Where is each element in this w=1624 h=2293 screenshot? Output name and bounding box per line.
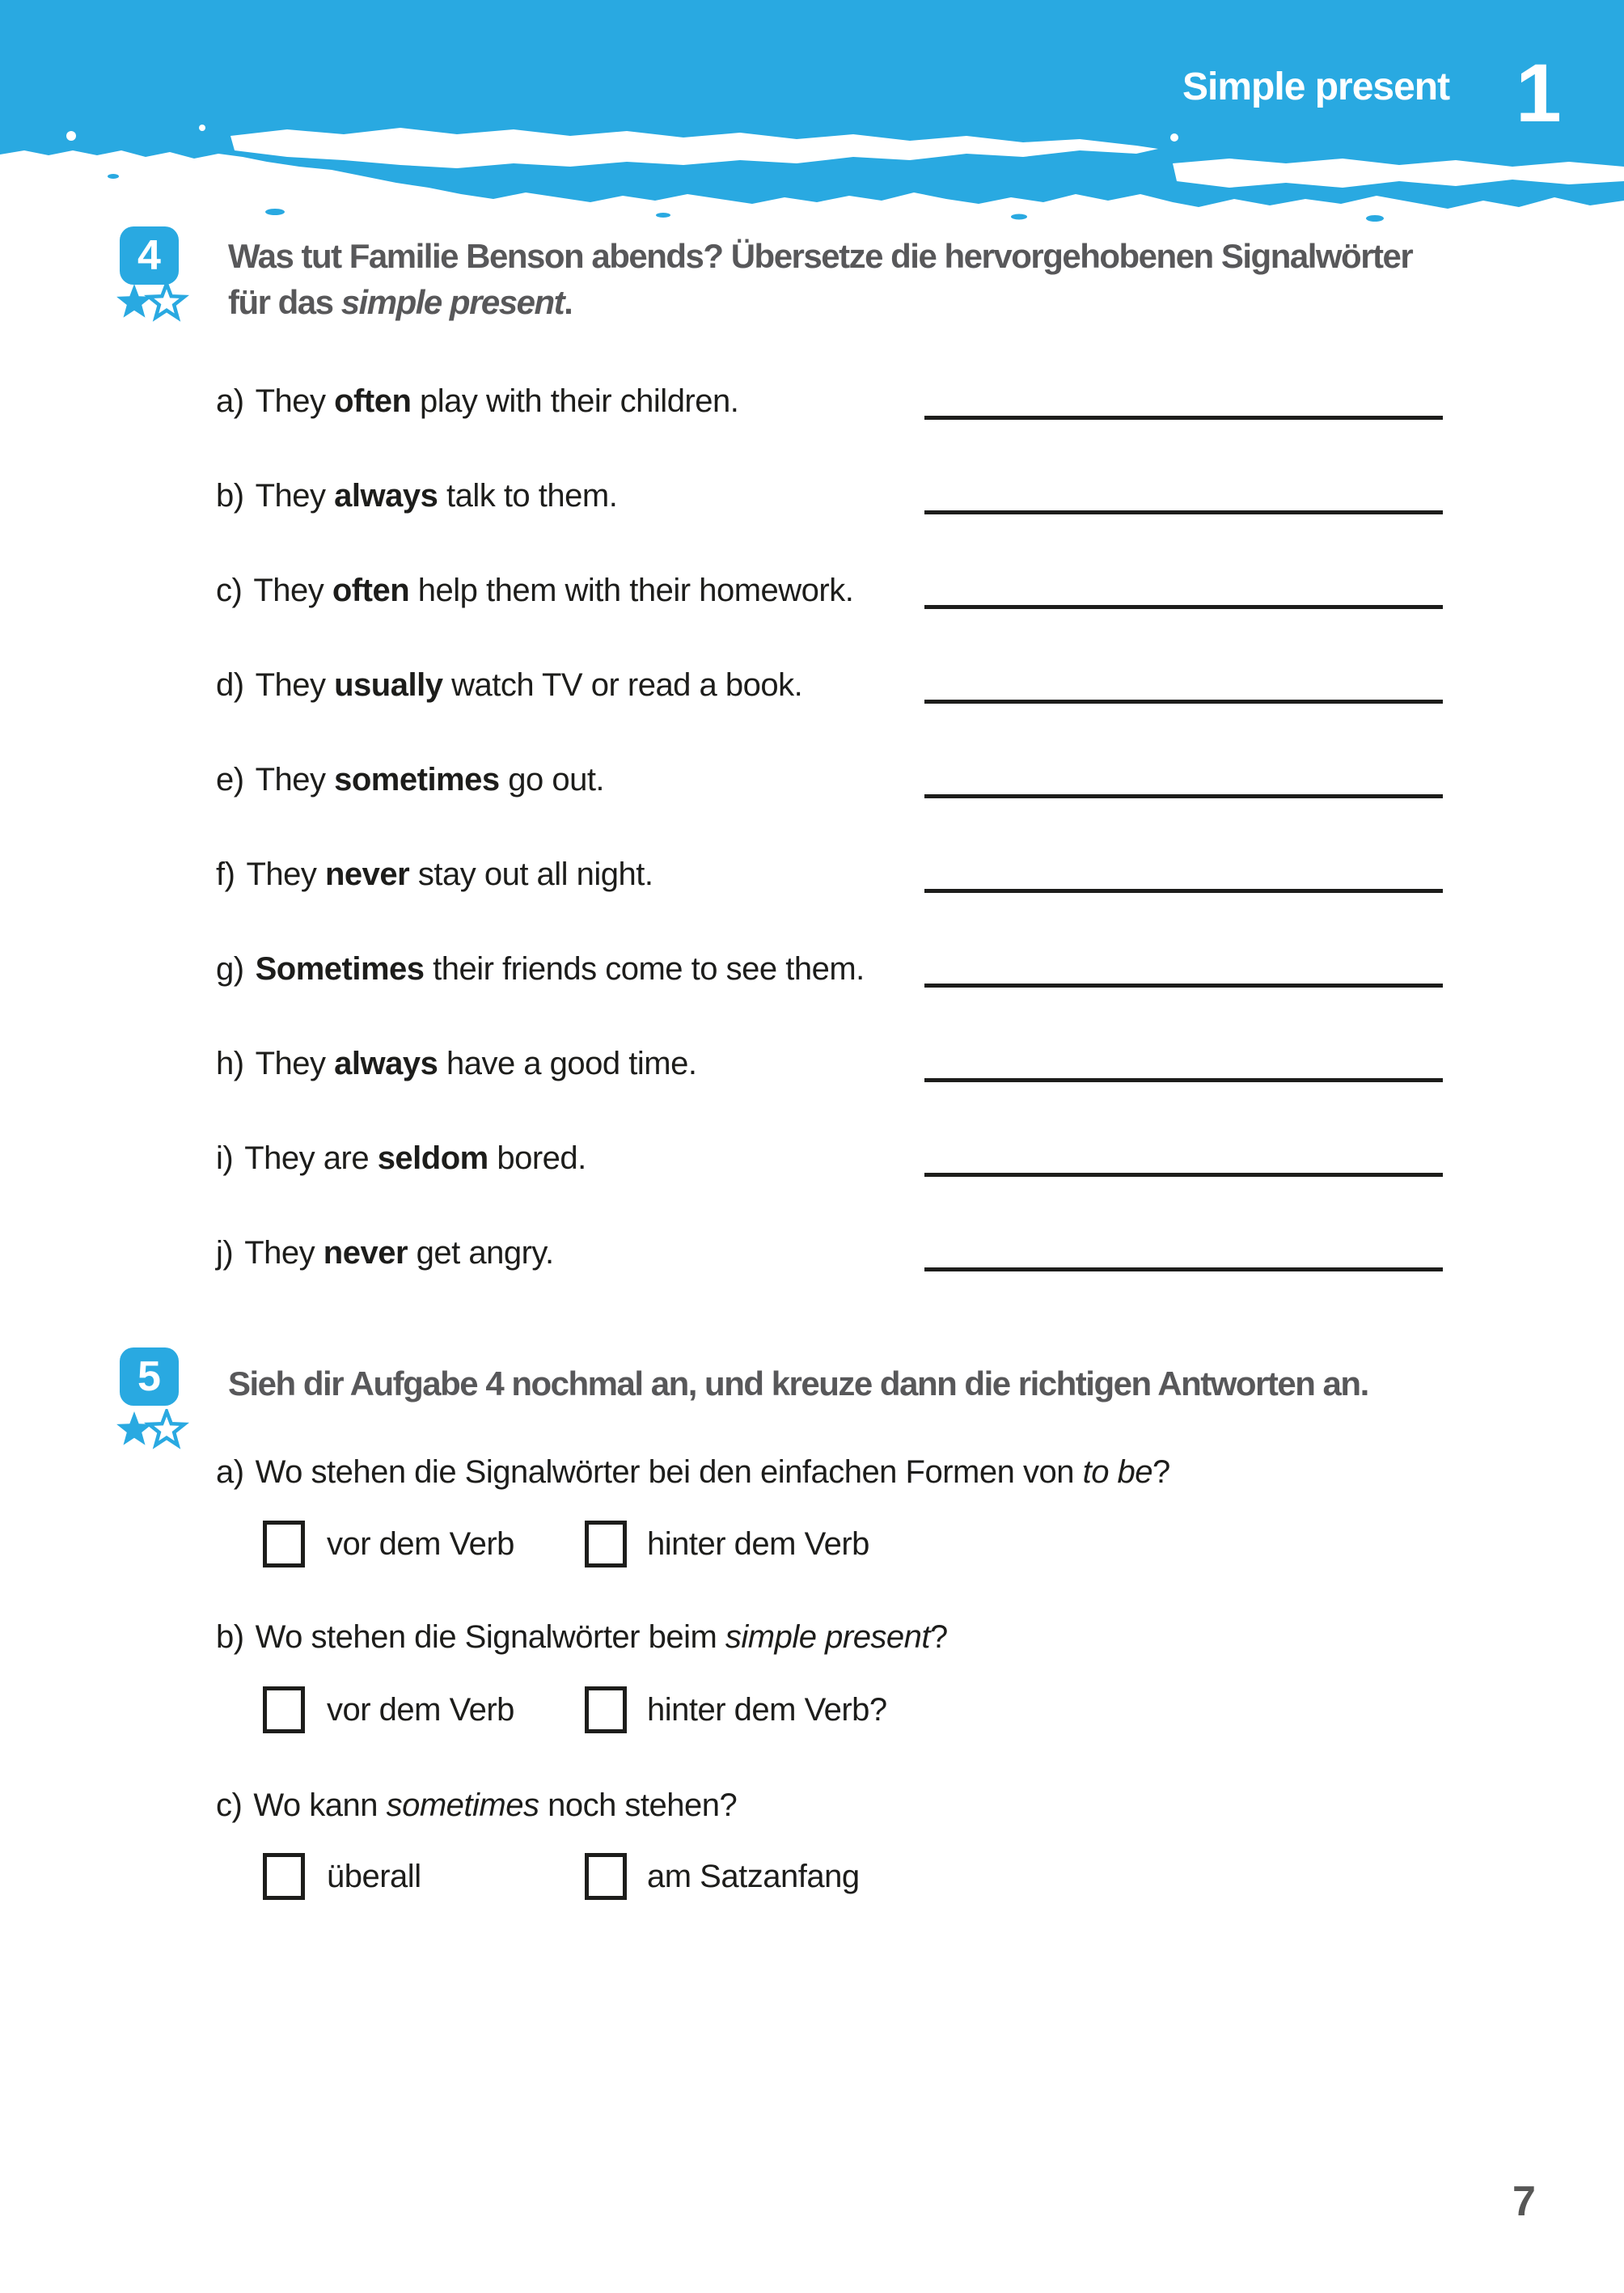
item-text-pre: They [255,667,335,703]
brush-band [0,0,1624,226]
task-item [216,857,653,893]
checkbox-5c-option-1[interactable] [263,1853,305,1900]
item-letter: d) [216,667,244,703]
item-signal-word: always [334,1046,438,1081]
option-label: vor dem Verb [327,1692,514,1728]
item-text-pre: They are [244,1140,378,1176]
item-letter: c) [216,573,243,608]
item-text-post: talk to them. [438,478,618,514]
checkbox-5b-option-1[interactable] [263,1686,305,1733]
checkbox-5a-option-2[interactable] [585,1521,627,1567]
question-italic: to be [1082,1454,1153,1490]
task-item [216,573,853,609]
answer-line[interactable] [924,794,1443,798]
exercise-4-badge: 4 [120,226,179,285]
option-label: am Satzanfang [647,1859,860,1894]
options-5a [263,1521,1233,1569]
star-outline-icon [149,284,184,318]
answer-line[interactable] [924,510,1443,514]
item-signal-word: often [334,383,412,419]
item-text-pre: They [255,762,335,797]
page-number: 7 [1512,2178,1536,2225]
option-label: hinter dem Verb? [647,1692,887,1728]
task-item [216,478,617,514]
chapter-number: 1 [1516,47,1562,139]
option-label: überall [327,1859,421,1894]
answer-line[interactable] [924,889,1443,893]
difficulty-stars-exercise-5 [115,1409,189,1449]
item-text-post: play with their children. [411,383,739,419]
difficulty-stars-exercise-4 [115,281,189,322]
exercise-4-title-line2: für das simple present. [228,283,573,321]
item-text-post: stay out all night. [409,857,653,892]
question-5a [216,1454,1170,1491]
item-signal-word: always [334,478,438,514]
item-letter: f) [216,857,235,892]
item-text-post: their friends come to see them. [424,951,865,987]
item-signal-word: never [323,1235,408,1271]
item-text-post: have a good time. [438,1046,697,1081]
item-signal-word: seldom [377,1140,488,1176]
item-text-pre: They [255,478,335,514]
star-filled-icon [116,284,152,318]
question-text: Wo kann [253,1787,387,1823]
item-text-pre: They [246,857,325,892]
option-label: vor dem Verb [327,1526,514,1562]
question-5b [216,1619,948,1656]
item-letter: h) [216,1046,244,1081]
answer-line[interactable] [924,1267,1443,1271]
question-italic: sometimes [386,1787,539,1823]
answer-line[interactable] [924,1078,1443,1082]
item-signal-word: Sometimes [255,951,425,987]
task-item [216,1046,696,1082]
item-signal-word: never [324,857,410,892]
item-letter: a) [216,383,244,419]
exercise-5-title: Sieh dir Aufgabe 4 nochmal an, und kreuze dann die richtigen Antworten an. [228,1364,1368,1402]
option-label: hinter dem Verb [647,1526,869,1562]
options-5b [263,1686,1233,1735]
item-letter: e) [216,762,244,797]
item-text-post: help them with their homework. [409,573,854,608]
item-text-pre: They [255,383,335,419]
question-text-post: noch stehen? [539,1787,738,1823]
item-signal-word: often [332,573,410,608]
exercise-4-title-line1: Was tut Familie Benson abends? Übersetze die hervorgehobenen Signalwörter [228,237,1413,275]
item-text-post: bored. [488,1140,586,1176]
question-letter: c) [216,1787,243,1823]
item-text-post: watch TV or read a book. [442,667,803,703]
answer-line[interactable] [924,605,1443,609]
options-5c [263,1853,1233,1902]
item-letter: b) [216,478,244,514]
checkbox-5c-option-2[interactable] [585,1853,627,1900]
item-signal-word: sometimes [334,762,500,797]
item-text-pre: They [253,573,332,608]
item-signal-word: usually [334,667,443,703]
item-text-pre: They [255,1046,335,1081]
task-item [216,1140,586,1177]
item-letter: j) [216,1235,234,1271]
answer-line[interactable] [924,1173,1443,1177]
item-text-post: get angry. [408,1235,554,1271]
checkbox-5b-option-2[interactable] [585,1686,627,1733]
item-text-pre: They [244,1235,324,1271]
answer-line[interactable] [924,416,1443,420]
item-letter: g) [216,951,244,987]
question-italic: simple present [725,1619,931,1655]
question-letter: a) [216,1454,244,1490]
star-filled-icon [116,1411,152,1445]
chapter-title: Simple present [1182,66,1450,108]
task-item [216,762,604,798]
task-item [216,1235,554,1271]
question-text-post: ? [1152,1454,1170,1490]
question-text-post: ? [930,1619,948,1655]
exercise-5-badge: 5 [120,1347,179,1406]
task-item [216,383,738,420]
task-item [216,667,802,704]
exercise-4-title [228,233,1412,325]
question-5c [216,1787,737,1824]
question-text: Wo stehen die Signalwörter bei den einfachen Formen von [255,1454,1083,1490]
task-item [216,951,865,988]
question-text: Wo stehen die Signalwörter beim [255,1619,725,1655]
item-letter: i) [216,1140,234,1176]
star-outline-icon [149,1411,184,1445]
answer-line[interactable] [924,984,1443,988]
checkbox-5a-option-1[interactable] [263,1521,305,1567]
answer-line[interactable] [924,700,1443,704]
item-text-post: go out. [499,762,605,797]
question-letter: b) [216,1619,244,1655]
